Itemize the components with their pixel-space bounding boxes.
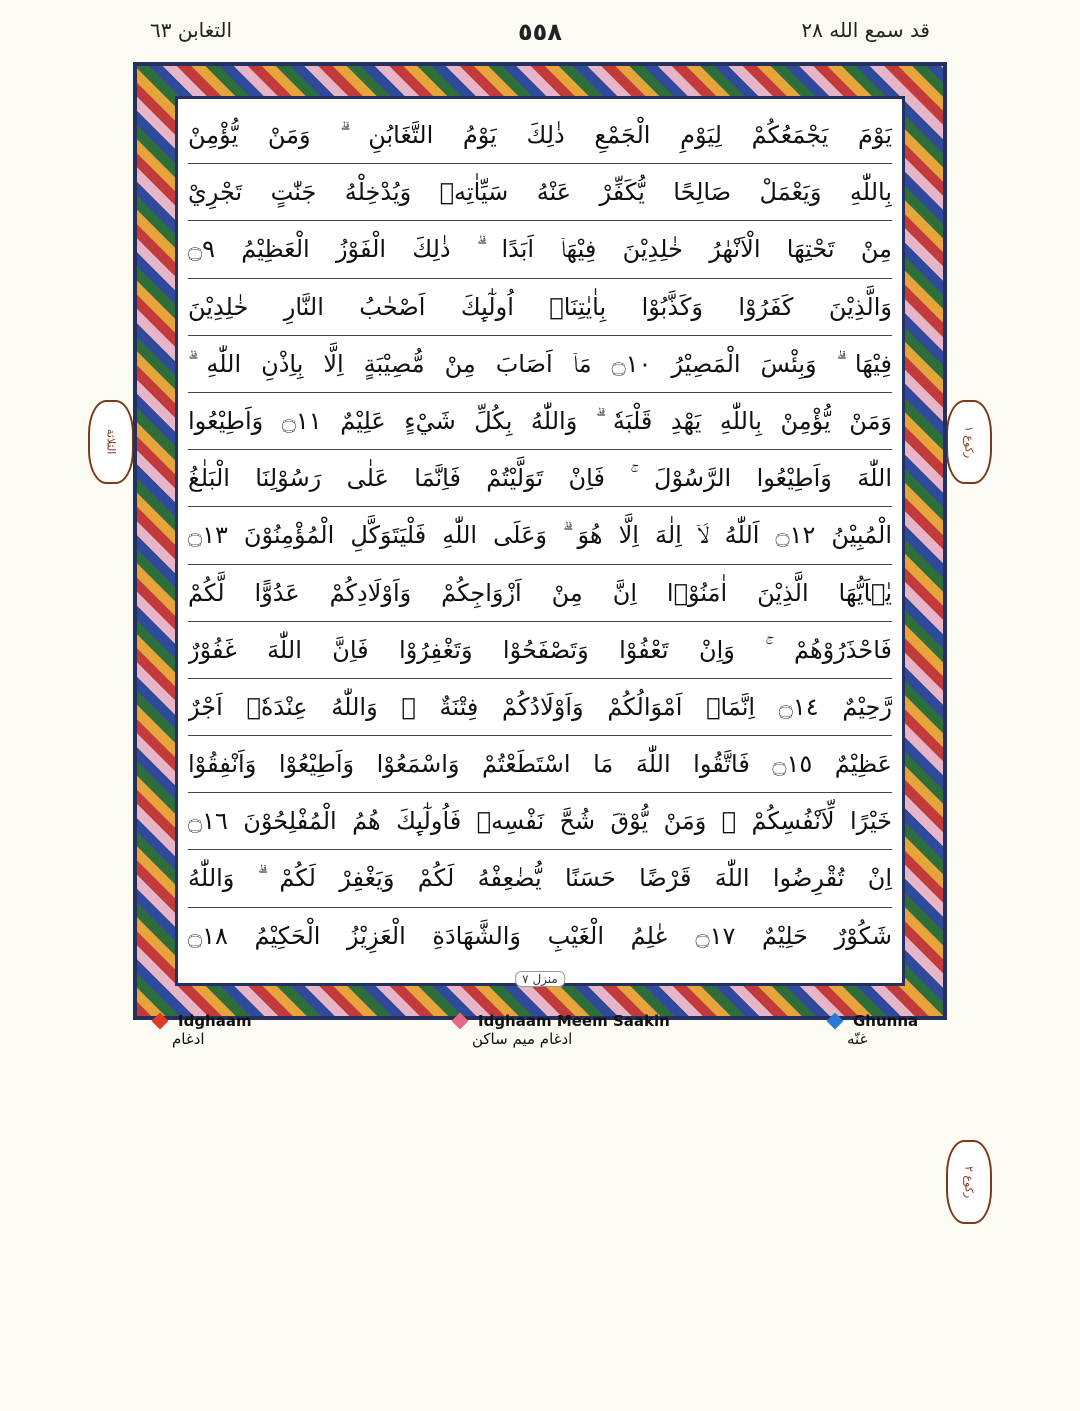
verse-line: اللّٰهَ وَاَطِيْعُوا الرَّسُوْلَ ۚ فَاِنْ تَوَلَّيْتُمْ فَاِنَّمَا عَلٰى رَسُوْلِنَا الْبَلٰغُ [188, 450, 892, 507]
page-number: ٥٥٨ [518, 18, 562, 46]
juz-title: قد سمع الله ٢٨ [801, 18, 930, 42]
manzil-label: منزل ٧ [515, 971, 565, 987]
verse-line: عَظِيْمٌ ۝١٥ فَاتَّقُوا اللّٰهَ مَا اسْتَطَعْتُمْ وَاسْمَعُوْا وَاَطِيْعُوْا وَاَنْفِقُوْا [188, 736, 892, 793]
verse-lines [188, 107, 892, 963]
idghaam-diamond-icon [152, 1013, 169, 1030]
legend-idghaam-meem-saakin [450, 1012, 690, 1048]
surah-title: التغابن ٦٣ [150, 18, 233, 42]
ornamental-frame [133, 62, 947, 1020]
legend-label-en: Idghaam [178, 1012, 252, 1030]
side-marker-left [88, 400, 134, 484]
verse-line: وَمَنْ يُّؤْمِنْ بِاللّٰهِ يَهْدِ قَلْبَهٗ ۗ وَاللّٰهُ بِكُلِّ شَيْءٍ عَلِيْمٌ ۝١١ وَاَطِيْعُوا [188, 393, 892, 450]
page-header [150, 18, 930, 58]
side-marker-left-text: الثلاثة [104, 429, 118, 455]
verse-line: مِنْ تَحْتِهَا الْاَنْهٰرُ خٰلِدِيْنَ فِيْهَاۤ اَبَدًا ۗ ذٰلِكَ الْفَوْزُ الْعَظِيْمُ ۝٩ [188, 221, 892, 278]
verse-line: شَكُوْرٌ حَلِيْمٌ ۝١٧ عٰلِمُ الْغَيْبِ وَالشَّهَادَةِ الْعَزِيْزُ الْحَكِيْمُ ۝١٨ [188, 921, 892, 950]
verse-line: رَّحِيْمٌ ۝١٤ اِنَّمَاۤ اَمْوَالُكُمْ وَاَوْلَادُكُمْ فِتْنَةٌ ۗ وَاللّٰهُ عِنْدَهٗۤ اَجْرٌ [188, 679, 892, 736]
verse-line: الْمُبِيْنُ ۝١٢ اَللّٰهُ لَاۤ اِلٰهَ اِلَّا هُوَ ۗ وَعَلَى اللّٰهِ فَلْيَتَوَكَّلِ الْمُؤْمِنُوْنَ ۝١٣ [188, 507, 892, 564]
legend-label-ar: ادغام ميم ساكن [472, 1030, 573, 1048]
side-marker-right-top [946, 400, 992, 484]
side-marker-right-bottom-text: ركوع ٢ [962, 1165, 976, 1199]
verse-line: فِيْهَا ۗ وَبِئْسَ الْمَصِيْرُ ۝١٠ مَاۤ اَصَابَ مِنْ مُّصِيْبَةٍ اِلَّا بِاِذْنِ اللّٰهِ ۗ [188, 336, 892, 393]
text-panel [175, 96, 905, 986]
legend-idghaam [150, 1012, 390, 1048]
legend-label-en: Idghaam Meem Saakin [478, 1012, 670, 1030]
verse-line: فَاحْذَرُوْهُمْ ۚ وَاِنْ تَعْفُوْا وَتَصْفَحُوْا وَتَغْفِرُوْا فَاِنَّ اللّٰهَ غَفُوْرٌ [188, 622, 892, 679]
verse-line: اِنْ تُقْرِضُوا اللّٰهَ قَرْضًا حَسَنًا يُّضٰعِفْهُ لَكُمْ وَيَغْفِرْ لَكُمْ ۗ وَاللّٰهُ [188, 850, 892, 907]
legend-label-ar: غنّه [847, 1030, 868, 1048]
ghunna-diamond-icon [827, 1013, 844, 1030]
verse-line: وَالَّذِيْنَ كَفَرُوْا وَكَذَّبُوْا بِاٰيٰتِنَاۤ اُولٰٓىِٕكَ اَصْحٰبُ النَّارِ خٰلِدِيْنَ [188, 279, 892, 336]
legend-label-ar: ادغام [172, 1030, 205, 1048]
side-marker-right-bottom [946, 1140, 992, 1224]
verse-line: يَوْمَ يَجْمَعُكُمْ لِيَوْمِ الْجَمْعِ ذٰلِكَ يَوْمُ التَّغَابُنِ ۗ وَمَنْ يُّؤْمِنْ [188, 107, 892, 164]
side-marker-right-top-text: ركوع ١ [962, 425, 976, 459]
legend-ghunna [825, 1012, 1065, 1048]
idghaam-meem-diamond-icon [452, 1013, 469, 1030]
verse-line: خَيْرًا لِّاَنْفُسِكُمْ ۗ وَمَنْ يُّوْقَ شُحَّ نَفْسِهٖ فَاُولٰٓىِٕكَ هُمُ الْمُفْلِحُوْنَ ۝١٦ [188, 793, 892, 850]
tajweed-legend [150, 1012, 930, 1072]
verse-line: يٰۤاَيُّهَا الَّذِيْنَ اٰمَنُوْۤا اِنَّ مِنْ اَزْوَاجِكُمْ وَاَوْلَادِكُمْ عَدُوًّا لَّكُمْ [188, 565, 892, 622]
verse-line: بِاللّٰهِ وَيَعْمَلْ صَالِحًا يُّكَفِّرْ عَنْهُ سَيِّاٰتِهٖ وَيُدْخِلْهُ جَنّٰتٍ تَجْرِيْ [188, 164, 892, 221]
legend-label-en: Ghunna [853, 1012, 919, 1030]
